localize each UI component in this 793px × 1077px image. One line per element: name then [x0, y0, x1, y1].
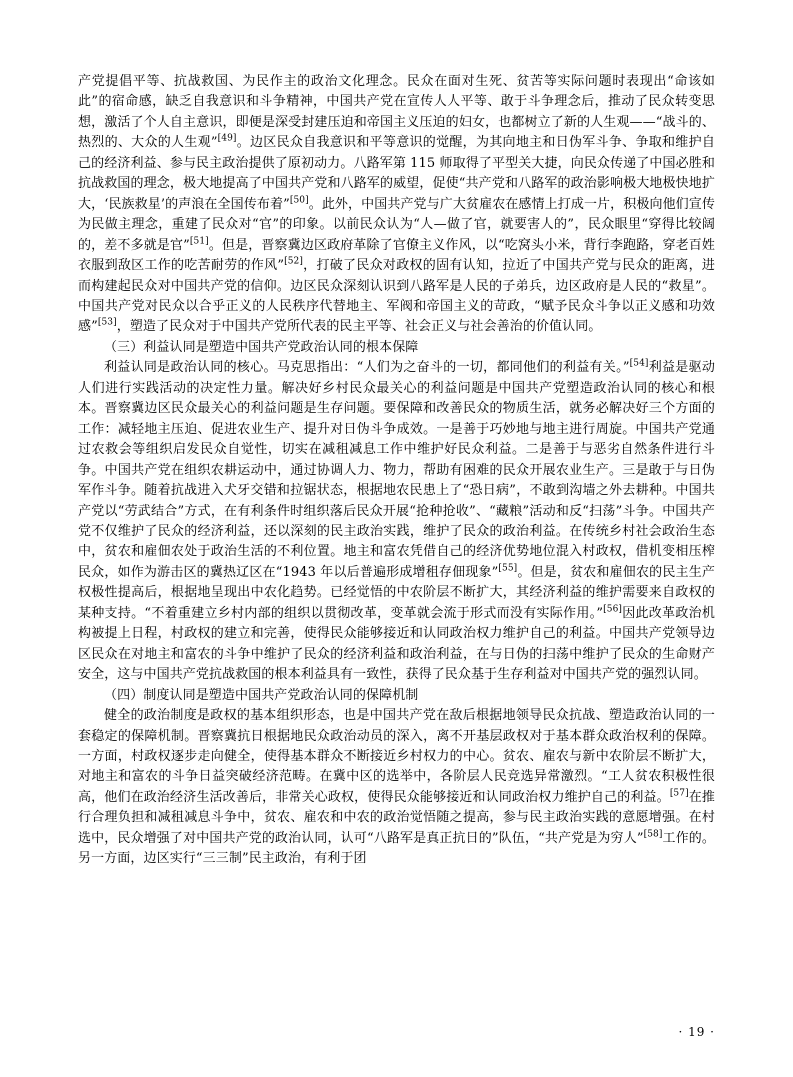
body-paragraph — [78, 358, 715, 685]
footnote-reference: [53] — [97, 318, 117, 329]
section-heading — [78, 686, 715, 706]
footnote-reference: [55] — [498, 563, 518, 574]
footnote-reference: [50] — [289, 195, 309, 206]
text-run: （三）利益认同是塑造中国共产党政治认同的根本保障 — [104, 339, 419, 355]
text-run: 利益认同是政治认同的核心。马克思指出：“人们为之奋斗的一切，都同他们的利益有关。” — [104, 360, 630, 376]
body-paragraph — [78, 72, 715, 338]
text-run: ，塑造了民众对于中国共产党所代表的民主平等、社会正义与社会善治的价值认同。 — [116, 319, 602, 335]
text-run: （四）制度认同是塑造中国共产党政治认同的保障机制 — [104, 687, 419, 703]
text-run: 健全的政治制度是政权的基本组织形态，也是中国共产党在敌后根据地领导民众抗战、塑造政治认同的一套稳定的保障机制。晋察冀抗日根据地民众政治动员的深入，离不开基层政权对于基本群众政治权利的保障。一方面，村政权逐步走向健全，使得基本群众不断接近乡村权力的中心。贫农、雇农与新中农阶层不断扩大，对地主和富农的斗争日益突破经济范畴。在冀中区的选举中，各阶层人民竞选异常激烈。“工人贫农积极性很高，他们在政治经济生活改善后，非常关心政权，使得民众能够接近和认同政治权力维护自己的利益。 — [78, 708, 715, 805]
footnote-reference: [51] — [189, 236, 209, 247]
text-run: 。此外，中国共产党与广大贫雇农在感情上打成一片，积极向他们宣传为民做主理念，重建了民众对“官”的印象。以前民众认为“人—做了官，就要害人的”，民众眼里“穿得比较阔的，差不多就是官” — [78, 196, 715, 253]
section-heading — [78, 338, 715, 358]
footnote-reference: [49] — [217, 134, 237, 145]
footnote-reference: [56] — [603, 604, 623, 615]
document-body — [78, 72, 715, 870]
text-run: 产党提倡平等、抗战救国、为民作主的政治文化理念。民众在面对生死、贫苦等实际问题时表现出“命该如此”的宿命感，缺乏自我意识和斗争精神，中国共产党在宣传人人平等、敢于斗争理念后，推动了民众转变思想，激活了个人自主意识，即便是深受封建压迫和帝国主义压迫的妇女，也都树立了新的人生观——“战斗的、热烈的、大众的人生观” — [78, 74, 715, 151]
footnote-reference: [57] — [669, 788, 689, 799]
text-run: 工作的。另一方面，边区实行“三三制”民主政治，有利于团 — [78, 830, 715, 867]
footnote-reference: [58] — [643, 829, 663, 840]
text-run: 利益是驱动人们进行实践活动的决定性力量。解决好乡村民众最关心的利益问题是中国共产党塑造政治认同的核心和根本。晋察冀边区民众最关心的利益问题是生存问题。要保障和改善民众的物质生活，就务必解决好三个方面的工作：减轻地主压迫、促进农业生产、提升对日伪斗争成效。一是善于巧妙地与地主进行周旋。中国共产党通过农救会等组织启发民众自觉性，切实在减租减息工作中维护好民众利益。二是善于与恶劣自然条件进行斗争。中国共产党在组织农耕运动中，通过协调人力、物力，帮助有困难的民众开展农业生产。三是敢于与日伪军作斗争。随着抗战进入犬牙交错和拉锯状态，根据地农民患上了“恐日病”，不敢到沟墙之外去耕种。中国共产党以“劳武结合”方式，在有利条件时组织落后民众开展“抢种抢收”、“藏粮”活动和反“扫荡”斗争。中国共产党不仅维护了民众的经济利益，还以深刻的民主政治实践，维护了民众的政治利益。在传统乡村社会政治生态中，贫农和雇佃农处于政治生活的不利位置。地主和富农凭借自己的经济优势地位混入村政权，借机变相压榨民众，如作为游击区的冀热辽区在“1943 年以后普遍形成增租存佃现象” — [78, 360, 715, 580]
text-run: 在推行合理负担和减租减息斗争中，贫农、雇农和中农的政治觉悟随之提高，参与民主政治实践的意愿增强。在村选中，民众增强了对中国共产党的政治认同，认可“八路军是真正抗日的”队伍，“共产党是为穷人” — [78, 789, 715, 846]
text-run: 因此改革政治机构被提上日程，村政权的建立和完善，使得民众能够接近和认同政治权力维护自己的利益。中国共产党领导边区民众在对地主和富农的斗争中维护了民众的经济利益和政治利益，在与日伪的扫荡中维护了民众的生命财产安全，这与中国共产党抗战救国的根本利益具有一致性，获得了民众基于生存利益对中国共产党的强烈认同。 — [78, 605, 715, 683]
text-run: 。但是，贫农和雇佃农的民主生产权极性提高后，根据地呈现出中农化趋势。已经觉悟的中农阶层不断扩大，其经济利益的维护需要来自政权的某种支持。“不着重建立乡村内部的组织以贯彻改革，变革就会流于形式而没有实际作用。” — [78, 564, 715, 621]
text-run: 。但是，晋察冀边区政府革除了官僚主义作风，以“吃窝头小米，背行李跑路，穿老百姓衣服到敌区工作的吃苦耐劳的作风” — [78, 237, 716, 274]
text-run: 。边区民众自我意识和平等意识的觉醒，为其向地主和日伪军斗争、争取和维护自己的经济利益、参与民主政治提供了原初动力。八路军第 115 师取得了平型关大捷，向民众传递了中国必胜和抗战救国的理念，极大地提高了中国共产党和八路军的威望，促使“共产党和八路军的政治影响极大地极快地扩大，‘民族救星’的声浪在全国传布着” — [78, 135, 715, 212]
footnote-reference: [52] — [284, 256, 303, 267]
footnote-reference: [54] — [629, 359, 649, 370]
page-number: · 19 · — [678, 1025, 715, 1039]
body-paragraph — [78, 706, 715, 870]
text-run: ，打破了民众对政权的固有认知，拉近了中国共产党与民众的距离，进而构建起民众对中国共产党的信仰。边区民众深刻认识到八路军是人民的子弟兵，边区政府是人民的“救星”。中国共产党对民众以合乎正义的人民秩序代替地主、军阀和帝国主义的苛政，“赋予民众斗争以正义感和功效感” — [78, 258, 715, 335]
